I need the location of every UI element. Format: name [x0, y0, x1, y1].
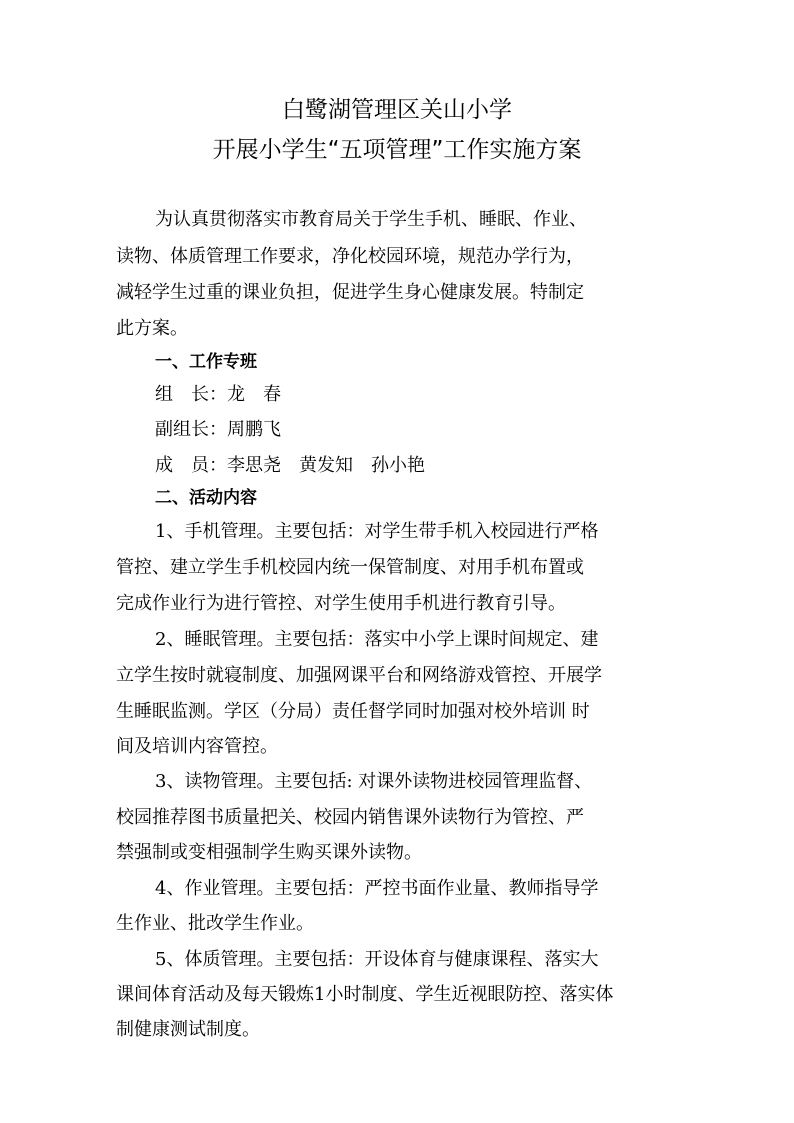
item-line: 3、读物管理。主要包括: 对课外读物进校园管理监督、: [155, 771, 593, 792]
member-name: 李思尧: [227, 455, 281, 476]
section-heading-activities: 二、活动内容: [155, 488, 257, 508]
item-line: 校园推荐图书质量把关、校园内销售课外读物行为管控、严: [116, 807, 584, 828]
item-line: 立学生按时就寝制度、加强网课平台和网络游戏管控、开展学: [116, 665, 602, 686]
item-line: 管控、建立学生手机校园内统一保管制度、对用手机布置或: [116, 557, 584, 578]
intro-line: 为认真贯彻落实市教育局关于学生手机、睡眠、作业、: [155, 209, 587, 230]
deputy-label: 副组长：: [155, 419, 227, 440]
item-line: 2、睡眠管理。主要包括：落实中小学上课时间规定、建: [155, 629, 599, 650]
item-line: 完成作业行为进行管控、对学生使用手机进行教育引导。: [116, 593, 566, 614]
team-leader-row: [155, 383, 281, 407]
members-label: 成 员：: [155, 455, 227, 476]
document-title-plan: 开展小学生“五项管理”工作实施方案: [212, 137, 582, 163]
item-line: 4、作业管理。主要包括：严控书面作业量、教师指导学: [155, 878, 599, 899]
leader-name: 龙 春: [227, 384, 281, 405]
leader-label: 组 长：: [155, 384, 227, 405]
section-heading-work-team: 一、工作专班: [155, 352, 257, 372]
item-line: 禁强制或变相强制学生购买课外读物。: [116, 842, 422, 863]
item-line: 制健康测试制度。: [116, 1019, 260, 1040]
intro-line: 减轻学生过重的课业负担，促进学生身心健康发展。特制定: [116, 282, 584, 303]
member-name: 孙小艳: [371, 455, 425, 476]
item-line: 间及培训内容管控。: [116, 736, 278, 757]
intro-line: 此方案。: [116, 318, 188, 339]
item-line: 生作业、批改学生作业。: [116, 913, 314, 934]
deputy-leader-row: [155, 418, 281, 442]
deputy-name: 周鹏飞: [227, 419, 281, 440]
item-line: 生睡眠监测。学区（分局）责任督学同时加强对校外培训 时: [116, 701, 590, 722]
item-line: 课间体育活动及每天锻炼1小时制度、学生近视眼防控、落实体: [116, 984, 614, 1005]
intro-line: 读物、体质管理工作要求，净化校园环境，规范办学行为，: [116, 246, 584, 267]
item-line: 5、体质管理。主要包括：开设体育与健康课程、落实大: [155, 949, 599, 970]
item-line: 1、手机管理。主要包括：对学生带手机入校园进行严格: [155, 521, 599, 542]
document-title-school: 白鹭湖管理区关山小学: [282, 97, 512, 123]
members-row: [155, 454, 425, 478]
member-name: 黄发知: [299, 455, 353, 476]
